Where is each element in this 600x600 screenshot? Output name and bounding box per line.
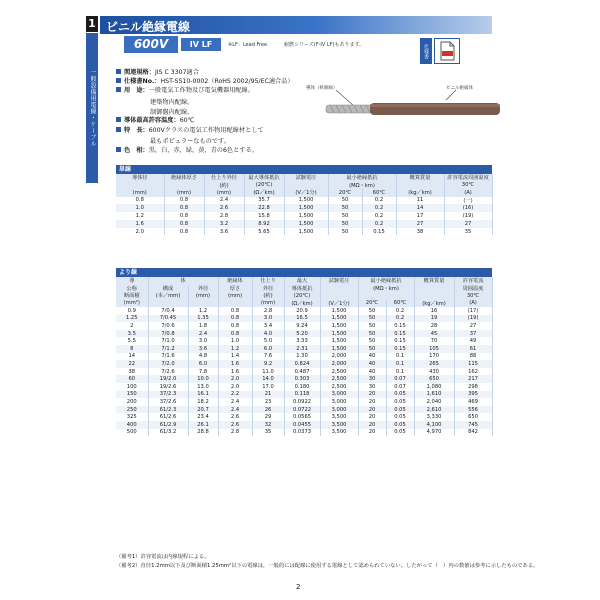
table-cell: 2,500 bbox=[320, 375, 358, 383]
table-cell: 1,080 bbox=[414, 383, 454, 391]
table-cell: 19/2.0 bbox=[148, 375, 188, 383]
table-cell: 1.35 bbox=[188, 315, 218, 323]
table-cell: 50 bbox=[328, 197, 362, 205]
table-cell: 5.65 bbox=[244, 228, 284, 236]
table-cell: 2.4 bbox=[204, 197, 244, 205]
table-cell: 2.8 bbox=[252, 307, 284, 315]
table-cell: 1,500 bbox=[320, 307, 358, 315]
lead-free-note: ※LF：Lead Free bbox=[228, 42, 268, 48]
table-cell: 0.1 bbox=[386, 353, 414, 361]
table-row bbox=[116, 204, 492, 212]
table-cell: 22 bbox=[116, 360, 148, 368]
table-cell: 28 bbox=[414, 322, 454, 330]
table-cell: 1,500 bbox=[320, 330, 358, 338]
table-cell: 500 bbox=[116, 429, 148, 437]
table-cell: 14 bbox=[396, 204, 444, 212]
table-cell: 16 bbox=[414, 307, 454, 315]
table-cell: 2.4 bbox=[188, 330, 218, 338]
table-row bbox=[116, 307, 492, 315]
table-cell: 15.8 bbox=[244, 212, 284, 220]
table-cell: 21 bbox=[252, 391, 284, 399]
table-cell: 3.6 bbox=[188, 345, 218, 353]
table-cell: 11 bbox=[396, 197, 444, 205]
table-cell: 3,500 bbox=[320, 413, 358, 421]
table-cell: 2,610 bbox=[414, 406, 454, 414]
table-cell: 2.31 bbox=[284, 345, 320, 353]
table-cell: 0.0722 bbox=[284, 406, 320, 414]
table-cell: 27 bbox=[454, 322, 492, 330]
table-cell: 0.05 bbox=[386, 406, 414, 414]
table-cell: 162 bbox=[454, 368, 492, 376]
table-cell: 38 bbox=[116, 368, 148, 376]
table-cell: 4,970 bbox=[414, 429, 454, 437]
table-cell: 0.05 bbox=[386, 429, 414, 437]
table-cell: 0.487 bbox=[284, 368, 320, 376]
table-cell: 0.8 bbox=[164, 220, 204, 228]
table-row bbox=[116, 398, 492, 406]
table-cell: 3,330 bbox=[414, 413, 454, 421]
table-cell: 29 bbox=[252, 413, 284, 421]
table-cell: 50 bbox=[328, 212, 362, 220]
table-row bbox=[116, 220, 492, 228]
table-cell: 0.15 bbox=[362, 228, 396, 236]
table-cell: 0.15 bbox=[386, 322, 414, 330]
table-cell: 842 bbox=[454, 429, 492, 437]
table-cell: 1.6 bbox=[218, 360, 252, 368]
table-cell: 265 bbox=[414, 360, 454, 368]
table-cell: 0.8 bbox=[218, 315, 252, 323]
table-cell: 0.05 bbox=[386, 421, 414, 429]
table-row bbox=[116, 368, 492, 376]
table-cell: 0.2 bbox=[386, 307, 414, 315]
table-cell: 20 bbox=[358, 391, 386, 399]
stranded-wire-table bbox=[116, 277, 493, 436]
table-cell: 35 bbox=[252, 429, 284, 437]
bullet-icon bbox=[116, 127, 121, 132]
section-stranded-wire: より線 bbox=[116, 268, 492, 277]
table-cell: 0.2 bbox=[386, 315, 414, 323]
page-number: 2 bbox=[296, 583, 301, 591]
table-row bbox=[116, 337, 492, 345]
table-cell: 20 bbox=[358, 429, 386, 437]
table-cell: 88 bbox=[454, 353, 492, 361]
table-cell: 9.24 bbox=[284, 322, 320, 330]
table-cell: 4.8 bbox=[188, 353, 218, 361]
table-cell: 3,500 bbox=[320, 429, 358, 437]
table-cell: 1,500 bbox=[320, 322, 358, 330]
table-cell: 200 bbox=[116, 398, 148, 406]
table-cell: 37 bbox=[454, 330, 492, 338]
table-cell: 35 bbox=[444, 228, 492, 236]
table-cell: 469 bbox=[454, 398, 492, 406]
table-cell: 556 bbox=[454, 406, 492, 414]
table-cell: 8.92 bbox=[244, 220, 284, 228]
table-cell: 650 bbox=[454, 413, 492, 421]
pdf-document-icon[interactable] bbox=[434, 38, 460, 64]
table-cell: 3.5 bbox=[116, 330, 148, 338]
table-cell: 0.118 bbox=[284, 391, 320, 399]
table-cell: 1.2 bbox=[188, 307, 218, 315]
table-cell: 61/3.2 bbox=[148, 429, 188, 437]
table-cell: 250 bbox=[116, 406, 148, 414]
table-cell: 5.20 bbox=[284, 330, 320, 338]
table-cell: 0.05 bbox=[386, 391, 414, 399]
table-cell: 1.6 bbox=[218, 368, 252, 376]
table-cell: 18.2 bbox=[188, 398, 218, 406]
table-cell: 28.8 bbox=[188, 429, 218, 437]
table-header-row: (mm) (mm) (mm) (Ω／km) (V／1分) 20℃ 60℃ (kg／km) (A) bbox=[116, 189, 492, 197]
info-max-temp: 導体最高許容温度：60℃ bbox=[116, 116, 195, 125]
table-cell: 6.0 bbox=[252, 345, 284, 353]
table-cell: 7/2.6 bbox=[148, 368, 188, 376]
table-cell: 2,500 bbox=[320, 383, 358, 391]
table-cell: 3.0 bbox=[252, 315, 284, 323]
insulation-label: ビニル絶縁体 bbox=[446, 86, 473, 91]
table-cell: 17 bbox=[396, 212, 444, 220]
table-cell: 61/2.3 bbox=[148, 406, 188, 414]
table-header-row: (約) (20℃) (MΩ・km) 30℃ bbox=[116, 182, 492, 190]
table-cell: 2,000 bbox=[320, 360, 358, 368]
table-cell: 50 bbox=[358, 307, 386, 315]
table-cell: 0.180 bbox=[284, 383, 320, 391]
table-cell: 1.30 bbox=[284, 353, 320, 361]
table-row bbox=[116, 315, 492, 323]
page-title: ビニル絶縁電線 bbox=[106, 20, 191, 34]
table-cell: 35.7 bbox=[244, 197, 284, 205]
table-cell: 0.2 bbox=[362, 197, 396, 205]
table-cell: 2.2 bbox=[218, 391, 252, 399]
table-cell: 3,000 bbox=[320, 391, 358, 399]
table-cell: 7/1.6 bbox=[148, 353, 188, 361]
conductor-label: 導体（軟銅線） bbox=[306, 86, 338, 91]
info-feature-line: 最もポピュラーなものです。 bbox=[150, 138, 230, 145]
table-cell: 0.9 bbox=[116, 307, 148, 315]
table-cell: (19) bbox=[444, 212, 492, 220]
table-cell: 0.05 bbox=[386, 413, 414, 421]
solid-wire-table bbox=[116, 174, 493, 235]
table-cell: 0.05 bbox=[386, 398, 414, 406]
table-cell: 2.4 bbox=[218, 406, 252, 414]
table-cell: 1.0 bbox=[218, 337, 252, 345]
table-cell: 0.8 bbox=[164, 197, 204, 205]
table-cell: 0.1 bbox=[386, 368, 414, 376]
table-cell: 3.4 bbox=[252, 322, 284, 330]
table-row bbox=[116, 197, 492, 205]
table-cell: 1,500 bbox=[284, 228, 328, 236]
table-cell: 2 bbox=[116, 322, 148, 330]
table-cell: 40 bbox=[358, 360, 386, 368]
chapter-side-tab bbox=[86, 16, 98, 536]
info-use: 用 途：一般電気工作物及び電気機器用配線。 bbox=[116, 86, 254, 95]
table-cell: 2,500 bbox=[320, 368, 358, 376]
table-cell: 19 bbox=[414, 315, 454, 323]
table-cell: 30 bbox=[358, 375, 386, 383]
table-cell: 217 bbox=[454, 375, 492, 383]
table-cell: 2.8 bbox=[218, 429, 252, 437]
bullet-icon bbox=[116, 87, 121, 92]
table-cell: 61 bbox=[454, 345, 492, 353]
table-cell: 395 bbox=[454, 391, 492, 399]
bullet-icon bbox=[116, 78, 121, 83]
table-cell: 7/1.0 bbox=[148, 337, 188, 345]
table-cell: 16.5 bbox=[284, 315, 320, 323]
table-row bbox=[116, 383, 492, 391]
table-cell: 7/0.6 bbox=[148, 322, 188, 330]
table-cell: 61/2.6 bbox=[148, 413, 188, 421]
note-1: （備考1）許容電流は内線規程による。 bbox=[116, 554, 210, 560]
table-row bbox=[116, 212, 492, 220]
table-cell: 50 bbox=[358, 315, 386, 323]
table-cell: 2.8 bbox=[204, 212, 244, 220]
table-header-row: (mm²) (mm) (Ω／km) (V／1分) 20℃ 60℃ (kg／km) (A) bbox=[116, 300, 492, 308]
table-cell: 50 bbox=[328, 220, 362, 228]
table-cell: 0.0565 bbox=[284, 413, 320, 421]
table-cell: 2,040 bbox=[414, 398, 454, 406]
table-cell: 37/2.6 bbox=[148, 398, 188, 406]
table-cell: 60 bbox=[116, 375, 148, 383]
table-cell: 0.0373 bbox=[284, 429, 320, 437]
table-cell: 38 bbox=[396, 228, 444, 236]
table-cell: 20 bbox=[358, 421, 386, 429]
table-cell: 0.2 bbox=[362, 204, 396, 212]
table-cell: 298 bbox=[454, 383, 492, 391]
table-cell: 1.4 bbox=[218, 353, 252, 361]
table-cell: 0.8 bbox=[164, 228, 204, 236]
table-cell: 1,500 bbox=[284, 197, 328, 205]
table-cell: 3.6 bbox=[204, 228, 244, 236]
table-cell: 27 bbox=[396, 220, 444, 228]
info-spec-number: 仕様書No.：HST-SS10-0002（RoHS 2002/95/EC適合品） bbox=[116, 77, 294, 86]
table-row bbox=[116, 330, 492, 338]
table-row bbox=[116, 353, 492, 361]
table-cell: 26 bbox=[252, 406, 284, 414]
table-cell: 0.8 bbox=[116, 197, 164, 205]
table-cell: 0.15 bbox=[386, 345, 414, 353]
table-cell: 1,500 bbox=[320, 345, 358, 353]
table-cell: 37/2.3 bbox=[148, 391, 188, 399]
table-cell: 0.15 bbox=[386, 337, 414, 345]
note-2: （備考2）直径1.2mm以下及び断面積1.25mm²以下の電線は，一般的には配線に使用する電線として認められていない。したがって（ ）内の数値は参考に示したものである。 bbox=[116, 563, 539, 569]
table-cell: 1.8 bbox=[188, 322, 218, 330]
table-cell: 2.6 bbox=[218, 413, 252, 421]
table-cell: 100 bbox=[116, 383, 148, 391]
table-cell: (一) bbox=[444, 197, 492, 205]
table-cell: 0.15 bbox=[386, 330, 414, 338]
table-cell: 1,500 bbox=[284, 220, 328, 228]
table-cell: 650 bbox=[414, 375, 454, 383]
table-cell: 170 bbox=[414, 353, 454, 361]
table-header-row: 公称 構成 外径 厚さ 外径 導体抵抗 (MΩ・km) 周囲温度 bbox=[116, 285, 492, 293]
table-cell: 7/0.8 bbox=[148, 330, 188, 338]
table-cell: 10.0 bbox=[188, 375, 218, 383]
info-color: 色 相：黒，白，赤，緑，黄，青の6色とする。 bbox=[116, 146, 258, 155]
table-cell: 0.07 bbox=[386, 383, 414, 391]
table-cell: 1.2 bbox=[116, 212, 164, 220]
table-cell: (17) bbox=[454, 307, 492, 315]
table-row bbox=[116, 413, 492, 421]
table-cell: 150 bbox=[116, 391, 148, 399]
spec-sheet-tag: 仕様書 bbox=[420, 38, 432, 64]
table-cell: 9.2 bbox=[252, 360, 284, 368]
table-cell: 17.0 bbox=[252, 383, 284, 391]
table-header-row: 導体径 絶縁体厚さ 仕上り外径 最大導体抵抗 試験電圧 最小絶縁抵抗 概算質量 許容電流周囲温度 bbox=[116, 174, 492, 182]
table-cell: 3.33 bbox=[284, 337, 320, 345]
table-cell: 50 bbox=[358, 345, 386, 353]
table-row bbox=[116, 360, 492, 368]
table-cell: 1,500 bbox=[284, 212, 328, 220]
table-cell: 7.6 bbox=[252, 353, 284, 361]
table-cell: 5.5 bbox=[116, 337, 148, 345]
table-cell: 7/1.2 bbox=[148, 345, 188, 353]
table-row bbox=[116, 228, 492, 236]
table-cell: 23 bbox=[252, 398, 284, 406]
table-cell: 50 bbox=[328, 228, 362, 236]
table-header-row: 導 体 絶縁体 仕上り 最大 試験電圧 最小絶縁抵抗 概算質量 許容電流 bbox=[116, 277, 492, 285]
table-cell: 2.6 bbox=[204, 204, 244, 212]
table-cell: 32 bbox=[252, 421, 284, 429]
table-cell: 50 bbox=[358, 330, 386, 338]
table-cell: 0.8 bbox=[218, 330, 252, 338]
table-cell: (16) bbox=[444, 204, 492, 212]
table-cell: 0.8 bbox=[218, 322, 252, 330]
type-code-badge: IV LF bbox=[181, 38, 221, 51]
table-header-row: 断面積 (本／mm) (mm) (mm) (約) (20℃) 30℃ bbox=[116, 292, 492, 300]
table-cell: 1.6 bbox=[116, 220, 164, 228]
table-row bbox=[116, 429, 492, 437]
table-cell: 0.0922 bbox=[284, 398, 320, 406]
table-cell: 2.4 bbox=[218, 398, 252, 406]
table-cell: 8 bbox=[116, 345, 148, 353]
table-cell: 20 bbox=[358, 413, 386, 421]
table-cell: 400 bbox=[116, 421, 148, 429]
table-cell: 40 bbox=[358, 368, 386, 376]
table-cell: 0.824 bbox=[284, 360, 320, 368]
table-row bbox=[116, 375, 492, 383]
table-cell: 6.0 bbox=[188, 360, 218, 368]
table-cell: 2.6 bbox=[218, 421, 252, 429]
table-cell: 0.8 bbox=[164, 212, 204, 220]
table-row bbox=[116, 345, 492, 353]
table-cell: 14.0 bbox=[252, 375, 284, 383]
bullet-icon bbox=[116, 147, 121, 152]
table-cell: 0.2 bbox=[362, 220, 396, 228]
table-cell: 430 bbox=[414, 368, 454, 376]
table-cell: 0.8 bbox=[218, 307, 252, 315]
table-cell: 61/2.9 bbox=[148, 421, 188, 429]
table-row bbox=[116, 322, 492, 330]
table-cell: 4,100 bbox=[414, 421, 454, 429]
table-cell: 70 bbox=[414, 337, 454, 345]
table-cell: 26.1 bbox=[188, 421, 218, 429]
table-cell: 0.8 bbox=[164, 204, 204, 212]
table-row bbox=[116, 421, 492, 429]
table-cell: 3.2 bbox=[204, 220, 244, 228]
table-cell: 1.25 bbox=[116, 315, 148, 323]
series-note: 耐燃シリーズ(F-IV LF)もあります。 bbox=[284, 42, 365, 48]
table-cell: 2.0 bbox=[116, 228, 164, 236]
info-use-line: 建築物内配線。 bbox=[150, 99, 194, 106]
table-cell: 14 bbox=[116, 353, 148, 361]
voltage-badge: 600V bbox=[124, 36, 178, 53]
table-cell: 23.4 bbox=[188, 413, 218, 421]
table-cell: 20.7 bbox=[188, 406, 218, 414]
cable-diagram bbox=[296, 84, 500, 126]
table-cell: 1,500 bbox=[320, 315, 358, 323]
table-cell: 1,500 bbox=[320, 337, 358, 345]
table-cell: 19/2.6 bbox=[148, 383, 188, 391]
table-cell: 20 bbox=[358, 398, 386, 406]
chapter-number: 1 bbox=[86, 16, 98, 32]
table-cell: 50 bbox=[328, 204, 362, 212]
table-cell: 0.07 bbox=[386, 375, 414, 383]
table-cell: 13.0 bbox=[188, 383, 218, 391]
table-cell: 0.303 bbox=[284, 375, 320, 383]
info-use-line: 制御盤内配線。 bbox=[150, 109, 194, 116]
table-cell: 11.0 bbox=[252, 368, 284, 376]
table-cell: 0.1 bbox=[386, 360, 414, 368]
table-cell: 2.0 bbox=[218, 375, 252, 383]
table-cell: 20.9 bbox=[284, 307, 320, 315]
table-cell: 1,610 bbox=[414, 391, 454, 399]
table-cell: 5.0 bbox=[252, 337, 284, 345]
table-cell: 115 bbox=[454, 360, 492, 368]
chapter-label: 一般設備用電線・ケーブル bbox=[86, 33, 98, 183]
table-cell: 45 bbox=[414, 330, 454, 338]
table-cell: 50 bbox=[358, 337, 386, 345]
table-cell: 30 bbox=[358, 383, 386, 391]
table-cell: 4.0 bbox=[252, 330, 284, 338]
table-cell: 7/0.45 bbox=[148, 315, 188, 323]
table-cell: 50 bbox=[358, 322, 386, 330]
table-cell: 3.0 bbox=[188, 337, 218, 345]
table-cell: 105 bbox=[414, 345, 454, 353]
table-cell: (19) bbox=[454, 315, 492, 323]
table-cell: 7/2.0 bbox=[148, 360, 188, 368]
table-cell: 3,000 bbox=[320, 398, 358, 406]
bullet-icon bbox=[116, 117, 121, 122]
section-solid-wire: 単線 bbox=[116, 165, 492, 174]
table-cell: 1.2 bbox=[218, 345, 252, 353]
table-cell: 0.0455 bbox=[284, 421, 320, 429]
table-cell: 2,000 bbox=[320, 353, 358, 361]
table-cell: 3,500 bbox=[320, 421, 358, 429]
table-cell: 22.8 bbox=[244, 204, 284, 212]
table-cell: 1.0 bbox=[116, 204, 164, 212]
info-standard: 関連規格：JIS C 3307適合 bbox=[116, 68, 199, 77]
table-cell: 3,000 bbox=[320, 406, 358, 414]
table-cell: 7/0.4 bbox=[148, 307, 188, 315]
table-cell: 20 bbox=[358, 406, 386, 414]
info-feature: 特 長：600Vクラスの電気工作物用配線材として bbox=[116, 126, 264, 135]
title-bar bbox=[100, 16, 492, 34]
table-cell: 745 bbox=[454, 421, 492, 429]
table-cell: 0.2 bbox=[362, 212, 396, 220]
table-cell: 325 bbox=[116, 413, 148, 421]
table-cell: 16.1 bbox=[188, 391, 218, 399]
table-cell: 7.8 bbox=[188, 368, 218, 376]
table-row bbox=[116, 391, 492, 399]
table-cell: 27 bbox=[444, 220, 492, 228]
table-cell: 2.0 bbox=[218, 383, 252, 391]
bullet-icon bbox=[116, 69, 121, 74]
table-cell: 49 bbox=[454, 337, 492, 345]
table-cell: 40 bbox=[358, 353, 386, 361]
table-cell: 1,500 bbox=[284, 204, 328, 212]
table-row bbox=[116, 406, 492, 414]
